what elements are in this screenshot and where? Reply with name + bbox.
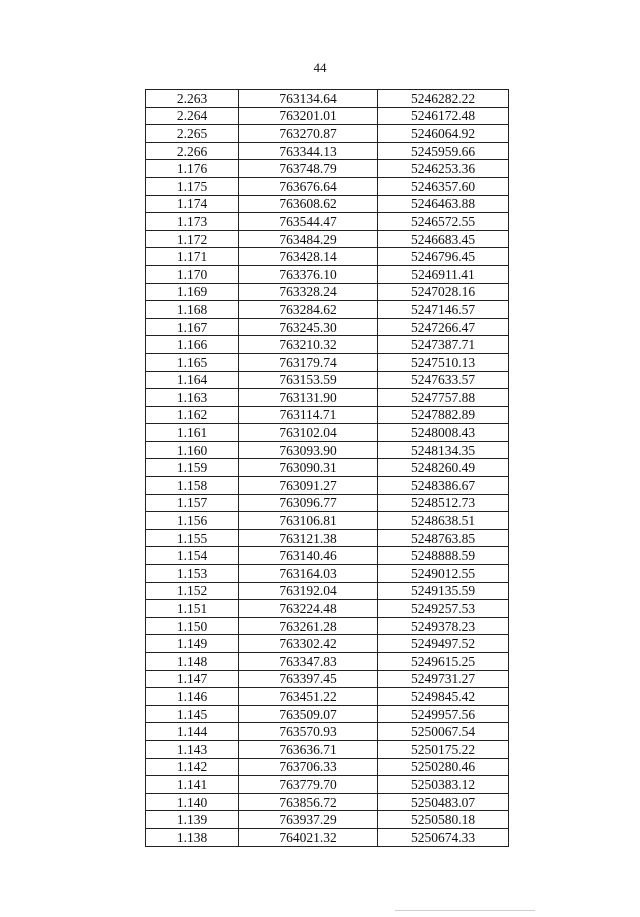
x-coordinate-cell: 763091.27	[239, 477, 378, 495]
table-row	[146, 160, 509, 178]
x-coordinate-cell: 763570.93	[239, 723, 378, 741]
y-coordinate-cell: 5247266.47	[378, 318, 509, 336]
table-row	[146, 230, 509, 248]
x-coordinate-cell: 763748.79	[239, 160, 378, 178]
point-number-cell: 1.170	[146, 265, 239, 283]
table-row	[146, 353, 509, 371]
y-coordinate-cell: 5249845.42	[378, 688, 509, 706]
table-row	[146, 90, 509, 108]
table-row	[146, 635, 509, 653]
x-coordinate-cell: 763134.64	[239, 90, 378, 108]
y-coordinate-cell: 5249731.27	[378, 670, 509, 688]
y-coordinate-cell: 5248512.73	[378, 494, 509, 512]
y-coordinate-cell: 5249378.23	[378, 617, 509, 635]
point-number-cell: 1.142	[146, 758, 239, 776]
table-row	[146, 125, 509, 143]
x-coordinate-cell: 763153.59	[239, 371, 378, 389]
table-row	[146, 512, 509, 530]
y-coordinate-cell: 5245959.66	[378, 142, 509, 160]
point-number-cell: 1.144	[146, 723, 239, 741]
y-coordinate-cell: 5250175.22	[378, 740, 509, 758]
y-coordinate-cell: 5246172.48	[378, 107, 509, 125]
point-number-cell: 1.166	[146, 336, 239, 354]
x-coordinate-cell: 763114.71	[239, 406, 378, 424]
x-coordinate-cell: 763201.01	[239, 107, 378, 125]
table-row	[146, 494, 509, 512]
point-number-cell: 1.148	[146, 653, 239, 671]
point-number-cell: 1.145	[146, 705, 239, 723]
x-coordinate-cell: 763347.83	[239, 653, 378, 671]
y-coordinate-cell: 5248260.49	[378, 459, 509, 477]
table-row	[146, 547, 509, 565]
y-coordinate-cell: 5246463.88	[378, 195, 509, 213]
y-coordinate-cell: 5250280.46	[378, 758, 509, 776]
page-number: 44	[313, 60, 327, 75]
point-number-cell: 1.153	[146, 565, 239, 583]
point-number-cell: 1.154	[146, 547, 239, 565]
x-coordinate-cell: 763676.64	[239, 177, 378, 195]
point-number-cell: 1.146	[146, 688, 239, 706]
table-row	[146, 406, 509, 424]
y-coordinate-cell: 5249957.56	[378, 705, 509, 723]
y-coordinate-cell: 5250580.18	[378, 811, 509, 829]
point-number-cell: 1.165	[146, 353, 239, 371]
table-row	[146, 441, 509, 459]
y-coordinate-cell: 5247146.57	[378, 301, 509, 319]
y-coordinate-cell: 5249257.53	[378, 600, 509, 618]
coordinates-table	[145, 89, 509, 847]
y-coordinate-cell: 5247387.71	[378, 336, 509, 354]
table-row	[146, 600, 509, 618]
x-coordinate-cell: 763245.30	[239, 318, 378, 336]
point-number-cell: 1.150	[146, 617, 239, 635]
y-coordinate-cell: 5247510.13	[378, 353, 509, 371]
y-coordinate-cell: 5249012.55	[378, 565, 509, 583]
y-coordinate-cell: 5246683.45	[378, 230, 509, 248]
table-row	[146, 301, 509, 319]
y-coordinate-cell: 5246064.92	[378, 125, 509, 143]
table-row	[146, 617, 509, 635]
x-coordinate-cell: 763093.90	[239, 441, 378, 459]
point-number-cell: 1.173	[146, 213, 239, 231]
table-row	[146, 371, 509, 389]
point-number-cell: 1.143	[146, 740, 239, 758]
point-number-cell: 1.158	[146, 477, 239, 495]
table-row	[146, 758, 509, 776]
point-number-cell: 1.152	[146, 582, 239, 600]
x-coordinate-cell: 763636.71	[239, 740, 378, 758]
table-row	[146, 318, 509, 336]
table-row	[146, 265, 509, 283]
point-number-cell: 1.141	[146, 776, 239, 794]
x-coordinate-cell: 763131.90	[239, 389, 378, 407]
point-number-cell: 2.265	[146, 125, 239, 143]
x-coordinate-cell: 763192.04	[239, 582, 378, 600]
table-row	[146, 248, 509, 266]
table-row	[146, 213, 509, 231]
point-number-cell: 1.162	[146, 406, 239, 424]
x-coordinate-cell: 763140.46	[239, 547, 378, 565]
table-row	[146, 811, 509, 829]
point-number-cell: 2.264	[146, 107, 239, 125]
x-coordinate-cell: 763376.10	[239, 265, 378, 283]
x-coordinate-cell: 763090.31	[239, 459, 378, 477]
x-coordinate-cell: 763856.72	[239, 793, 378, 811]
y-coordinate-cell: 5246253.36	[378, 160, 509, 178]
y-coordinate-cell: 5250383.12	[378, 776, 509, 794]
x-coordinate-cell: 763706.33	[239, 758, 378, 776]
table-row	[146, 177, 509, 195]
y-coordinate-cell: 5246911.41	[378, 265, 509, 283]
point-number-cell: 1.174	[146, 195, 239, 213]
y-coordinate-cell: 5249615.25	[378, 653, 509, 671]
point-number-cell: 2.263	[146, 90, 239, 108]
table-row	[146, 828, 509, 846]
y-coordinate-cell: 5246282.22	[378, 90, 509, 108]
y-coordinate-cell: 5248638.51	[378, 512, 509, 530]
y-coordinate-cell: 5248763.85	[378, 529, 509, 547]
table-row	[146, 670, 509, 688]
point-number-cell: 1.161	[146, 424, 239, 442]
y-coordinate-cell: 5249135.59	[378, 582, 509, 600]
x-coordinate-cell: 763344.13	[239, 142, 378, 160]
table-row	[146, 283, 509, 301]
x-coordinate-cell: 763284.62	[239, 301, 378, 319]
table-row	[146, 389, 509, 407]
point-number-cell: 1.156	[146, 512, 239, 530]
point-number-cell: 1.160	[146, 441, 239, 459]
point-number-cell: 1.168	[146, 301, 239, 319]
point-number-cell: 1.176	[146, 160, 239, 178]
point-number-cell: 1.169	[146, 283, 239, 301]
y-coordinate-cell: 5246796.45	[378, 248, 509, 266]
x-coordinate-cell: 763328.24	[239, 283, 378, 301]
point-number-cell: 1.172	[146, 230, 239, 248]
y-coordinate-cell: 5248008.43	[378, 424, 509, 442]
point-number-cell: 1.140	[146, 793, 239, 811]
table-row	[146, 565, 509, 583]
x-coordinate-cell: 763779.70	[239, 776, 378, 794]
x-coordinate-cell: 763544.47	[239, 213, 378, 231]
table-row	[146, 459, 509, 477]
y-coordinate-cell: 5246572.55	[378, 213, 509, 231]
y-coordinate-cell: 5247028.16	[378, 283, 509, 301]
y-coordinate-cell: 5248386.67	[378, 477, 509, 495]
table-row	[146, 582, 509, 600]
table-row	[146, 424, 509, 442]
coordinates-table-body	[146, 90, 509, 847]
x-coordinate-cell: 763397.45	[239, 670, 378, 688]
table-row	[146, 793, 509, 811]
point-number-cell: 1.163	[146, 389, 239, 407]
x-coordinate-cell: 763302.42	[239, 635, 378, 653]
table-row	[146, 195, 509, 213]
x-coordinate-cell: 763484.29	[239, 230, 378, 248]
point-number-cell: 1.155	[146, 529, 239, 547]
y-coordinate-cell: 5246357.60	[378, 177, 509, 195]
table-row	[146, 107, 509, 125]
x-coordinate-cell: 763179.74	[239, 353, 378, 371]
x-coordinate-cell: 763509.07	[239, 705, 378, 723]
table-row	[146, 705, 509, 723]
x-coordinate-cell: 763270.87	[239, 125, 378, 143]
x-coordinate-cell: 763121.38	[239, 529, 378, 547]
x-coordinate-cell: 763164.03	[239, 565, 378, 583]
y-coordinate-cell: 5247882.89	[378, 406, 509, 424]
x-coordinate-cell: 764021.32	[239, 828, 378, 846]
point-number-cell: 1.138	[146, 828, 239, 846]
y-coordinate-cell: 5250674.33	[378, 828, 509, 846]
x-coordinate-cell: 763210.32	[239, 336, 378, 354]
point-number-cell: 1.164	[146, 371, 239, 389]
table-row	[146, 653, 509, 671]
bottom-divider	[395, 910, 535, 911]
y-coordinate-cell: 5250067.54	[378, 723, 509, 741]
y-coordinate-cell: 5248888.59	[378, 547, 509, 565]
y-coordinate-cell: 5248134.35	[378, 441, 509, 459]
x-coordinate-cell: 763261.28	[239, 617, 378, 635]
y-coordinate-cell: 5247633.57	[378, 371, 509, 389]
point-number-cell: 1.167	[146, 318, 239, 336]
table-row	[146, 723, 509, 741]
y-coordinate-cell: 5247757.88	[378, 389, 509, 407]
point-number-cell: 1.151	[146, 600, 239, 618]
x-coordinate-cell: 763102.04	[239, 424, 378, 442]
table-row	[146, 688, 509, 706]
point-number-cell: 1.159	[146, 459, 239, 477]
x-coordinate-cell: 763937.29	[239, 811, 378, 829]
x-coordinate-cell: 763451.22	[239, 688, 378, 706]
x-coordinate-cell: 763608.62	[239, 195, 378, 213]
x-coordinate-cell: 763428.14	[239, 248, 378, 266]
point-number-cell: 1.147	[146, 670, 239, 688]
table-row	[146, 529, 509, 547]
point-number-cell: 1.149	[146, 635, 239, 653]
y-coordinate-cell: 5249497.52	[378, 635, 509, 653]
point-number-cell: 1.171	[146, 248, 239, 266]
point-number-cell: 1.139	[146, 811, 239, 829]
x-coordinate-cell: 763224.48	[239, 600, 378, 618]
point-number-cell: 1.157	[146, 494, 239, 512]
x-coordinate-cell: 763096.77	[239, 494, 378, 512]
table-row	[146, 477, 509, 495]
x-coordinate-cell: 763106.81	[239, 512, 378, 530]
table-row	[146, 740, 509, 758]
point-number-cell: 2.266	[146, 142, 239, 160]
table-row	[146, 142, 509, 160]
y-coordinate-cell: 5250483.07	[378, 793, 509, 811]
point-number-cell: 1.175	[146, 177, 239, 195]
table-row	[146, 336, 509, 354]
table-row	[146, 776, 509, 794]
